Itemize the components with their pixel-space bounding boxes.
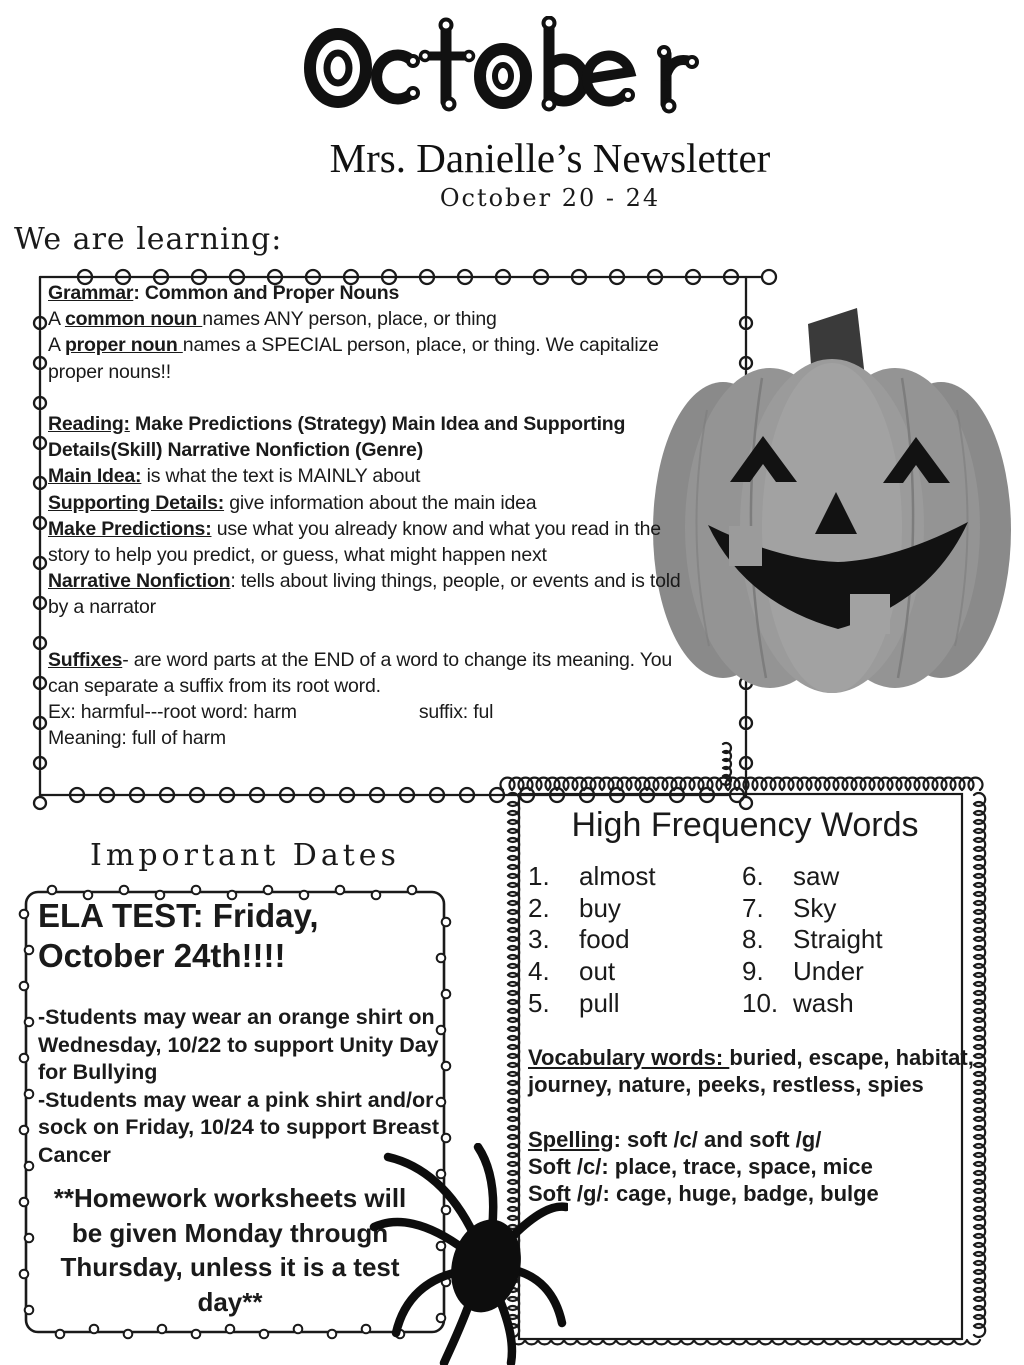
newsletter-title: Mrs. Danielle’s Newsletter xyxy=(329,135,771,181)
hfw-list-right: 6. saw 7. Sky 8. Straight 9. Under 10. wash xyxy=(742,861,883,1018)
week-range: October 20 - 24 xyxy=(439,184,661,212)
pumpkin-tooth-lower xyxy=(850,594,890,634)
month-title-art xyxy=(300,16,740,116)
learning-box-text: Grammar: Common and Proper Nouns A common noun names ANY person, place, or thing A proper noun names a SPECIAL person, place, or thing. We capitalize proper nouns!! Reading: Make Predictions (Strategy) Main Idea and Supporting Details(Skill) Narrative Nonfiction (Genre) Main Idea: is what the text is MAINLY about Supporting Details: give information about the main idea Make Predictions: use what you already know and what you read in the story to help you predict, or guess, what might happen next Narrative Nonfiction: tells about living things, people, or events and is told by a narrator Suffixes- are word parts at the END of a word to change its meaning. You can separate a suffix from its root word. Ex: harmful---root word: harm suffix: ful Meaning: full of harm xyxy=(48,282,681,750)
ela-test-title: ELA TEST: Friday, October 24th!!!! xyxy=(38,897,319,974)
hfw-list-left: 1. almost 2. buy 3. food 4. out 5. pull xyxy=(528,861,656,1018)
important-dates-notes: -Students may wear an orange shirt on Wednesday, 10/22 to support Unity Day for Bullying -Students may wear a pink shirt and/or sock on Friday, 10/24 to support Breast Cancer xyxy=(38,1005,440,1167)
important-dates-heading: Important Dates xyxy=(90,838,400,873)
vocab-spelling-text: Vocabulary words: buried, escape, habitat, journey, nature, peeks, restless, spies Spelling: soft /c/ and soft /g/ Soft /c/: place, trace, space, mice Soft /g/: cage, huge, badge, bulge xyxy=(528,1045,974,1206)
spider-image xyxy=(368,1143,568,1365)
learning-heading: We are learning: xyxy=(14,222,283,257)
homework-note: **Homework worksheets will be given Monday through Thursday, unless it is a test day** xyxy=(53,1183,407,1317)
hfw-title: High Frequency Words xyxy=(571,806,919,844)
